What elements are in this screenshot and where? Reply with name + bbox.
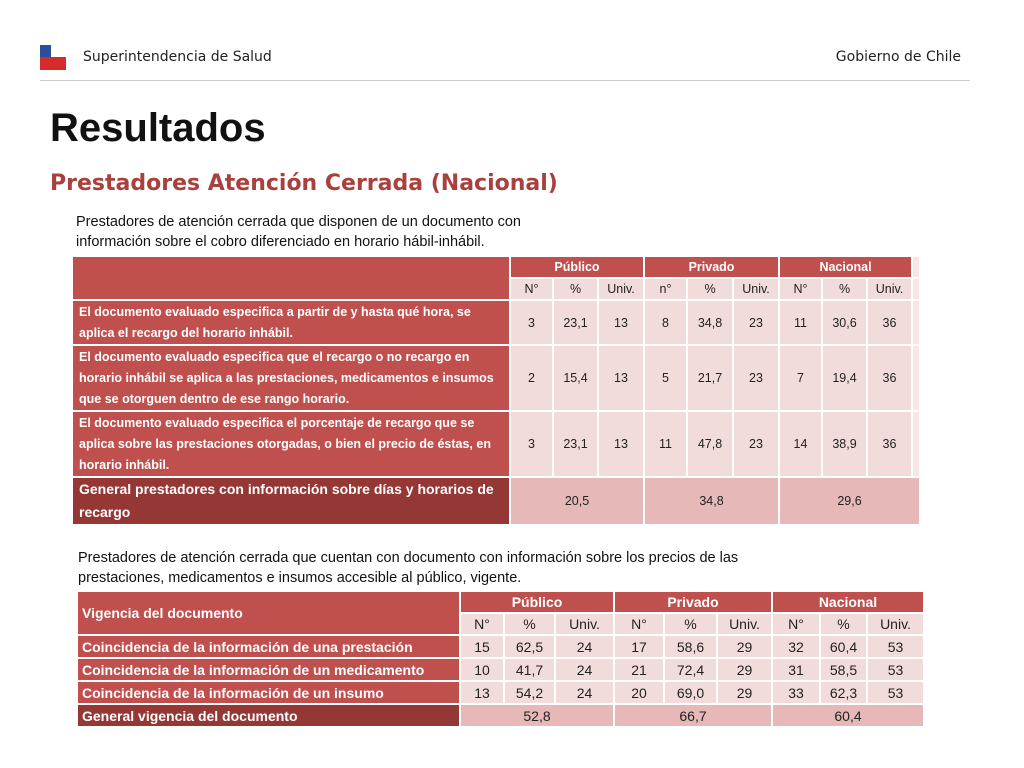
table-cell: 31 [773, 659, 819, 680]
table1-group-privado: Privado [645, 257, 778, 277]
table2-row-label: Coincidencia de la información de una prestación [78, 636, 459, 657]
table1-general-nacional: 29,6 [780, 478, 919, 524]
table2-subheader: Univ. [868, 614, 923, 634]
header-divider [40, 80, 970, 81]
table-cell: 3 [511, 301, 552, 344]
table-cell: 23,1 [554, 412, 597, 476]
table1-subheader: % [823, 279, 866, 299]
table-cell: 11 [645, 412, 686, 476]
table-cell: 11 [780, 301, 821, 344]
table1-corner [73, 257, 509, 299]
table-cell: 41,7 [505, 659, 554, 680]
table-cell: 30,6 [823, 301, 866, 344]
table-cell: 3 [511, 412, 552, 476]
table-cell: 21,7 [688, 346, 732, 410]
table-cell: 58,6 [665, 636, 716, 657]
table2-general-nacional: 60,4 [773, 705, 923, 726]
header-organization: Superintendencia de Salud [83, 49, 272, 65]
table2-general-label: General vigencia del documento [78, 705, 459, 726]
table1-general-publico: 20,5 [511, 478, 643, 524]
table-row-general [73, 478, 919, 524]
table-row [78, 636, 923, 657]
table1-subheader: Univ. [734, 279, 778, 299]
table-cell: 47,8 [688, 412, 732, 476]
table2-group-privado: Privado [615, 592, 771, 612]
table-cell: 36 [868, 346, 911, 410]
table-cell: 13 [461, 682, 503, 703]
table1-subheader: N° [511, 279, 552, 299]
table-cell: 13 [599, 412, 643, 476]
table-cell: 24 [556, 636, 613, 657]
table2-row-label: Coincidencia de la información de un medicamento [78, 659, 459, 680]
table-cell: 19,4 [823, 346, 866, 410]
table-cell: 54,2 [505, 682, 554, 703]
table-cell: 24 [556, 659, 613, 680]
table2-subheader: Univ. [556, 614, 613, 634]
table-cell: 10 [461, 659, 503, 680]
page-title: Resultados [50, 106, 266, 150]
table1-group-nacional: Nacional [780, 257, 911, 277]
table1-subheader: % [688, 279, 732, 299]
table1-general-label: General prestadores con información sobre días y horarios de recargo [73, 478, 509, 524]
table2-subheader: N° [461, 614, 503, 634]
table2-subheader: % [821, 614, 866, 634]
table-cell: 32 [773, 636, 819, 657]
table-cell: 62,5 [505, 636, 554, 657]
table-cell: 21 [615, 659, 663, 680]
table-row [73, 346, 919, 410]
table-row-general [78, 705, 923, 726]
table-cell: 72,4 [665, 659, 716, 680]
page-subtitle: Prestadores Atención Cerrada (Nacional) [50, 171, 558, 196]
table2-group-publico: Público [461, 592, 613, 612]
table-cell: 36 [868, 412, 911, 476]
table2-subheader: % [665, 614, 716, 634]
table2-subheader: % [505, 614, 554, 634]
table-cell: 53 [868, 682, 923, 703]
table-cell: 17 [615, 636, 663, 657]
table-row [73, 412, 919, 476]
table-cell: 23 [734, 412, 778, 476]
table1-subheader: Univ. [599, 279, 643, 299]
table-cell: 14 [780, 412, 821, 476]
table-cell: 23 [734, 346, 778, 410]
header-government: Gobierno de Chile [835, 49, 961, 65]
table2-subheader: N° [773, 614, 819, 634]
table-cell: 53 [868, 659, 923, 680]
table1-subheader: % [554, 279, 597, 299]
table2-general-publico: 52,8 [461, 705, 613, 726]
table-cell: 15 [461, 636, 503, 657]
table-cell: 36 [868, 301, 911, 344]
table-cell: 29 [718, 636, 771, 657]
table2-description: Prestadores de atención cerrada que cuentan con documento con información sobre los precios de las prestaciones, medicamentos e insumos accesible al público, vigente. [78, 550, 739, 586]
table1-row-label: El documento evaluado especifica el porcentaje de recargo que se aplica sobre las prestaciones otorgadas, o bien el precio de éstas, en horario inhábil. [73, 412, 509, 476]
table-row [78, 682, 923, 703]
table-cell: 34,8 [688, 301, 732, 344]
table1-general-privado: 34,8 [645, 478, 778, 524]
table-cell: 23 [734, 301, 778, 344]
table1-description: Prestadores de atención cerrada que disponen de un documento con información sobre el cobro diferenciado en horario hábil-inhábil. [76, 214, 521, 250]
table2 [76, 590, 925, 728]
table-cell: 60,4 [821, 636, 866, 657]
table-cell: 20 [615, 682, 663, 703]
table-cell: 69,0 [665, 682, 716, 703]
table-cell: 7 [780, 346, 821, 410]
table-cell: 62,3 [821, 682, 866, 703]
table-cell: 8 [645, 301, 686, 344]
table1-row-label: El documento evaluado especifica que el recargo o no recargo en horario inhábil se aplica a las prestaciones, medicamentos e insumos que se otorguen dentro de ese rango horario. [73, 346, 509, 410]
table1-row-label: El documento evaluado especifica a partir de y hasta qué hora, se aplica el recargo del horario inhábil. [73, 301, 509, 344]
table1-subheader: Univ. [868, 279, 911, 299]
table2-header-label: Vigencia del documento [78, 592, 459, 634]
table2-group-nacional: Nacional [773, 592, 923, 612]
table-cell: 5 [645, 346, 686, 410]
table2-subheader: Univ. [718, 614, 771, 634]
table1-subheader: n° [645, 279, 686, 299]
table1-subheader: N° [780, 279, 821, 299]
table-cell: 15,4 [554, 346, 597, 410]
table2-row-label: Coincidencia de la información de un insumo [78, 682, 459, 703]
table2-subheader: N° [615, 614, 663, 634]
table1 [71, 255, 921, 526]
table-row [78, 659, 923, 680]
table-cell: 29 [718, 659, 771, 680]
table-cell: 23,1 [554, 301, 597, 344]
table-cell: 53 [868, 636, 923, 657]
table-cell: 29 [718, 682, 771, 703]
table-cell: 13 [599, 301, 643, 344]
table-cell: 38,9 [823, 412, 866, 476]
table-row [73, 301, 919, 344]
table-cell: 33 [773, 682, 819, 703]
table-cell: 13 [599, 346, 643, 410]
table-cell: 24 [556, 682, 613, 703]
table1-group-publico: Público [511, 257, 643, 277]
table-cell: 2 [511, 346, 552, 410]
chile-flag-logo [40, 45, 66, 70]
table-cell: 58,5 [821, 659, 866, 680]
table2-general-privado: 66,7 [615, 705, 771, 726]
